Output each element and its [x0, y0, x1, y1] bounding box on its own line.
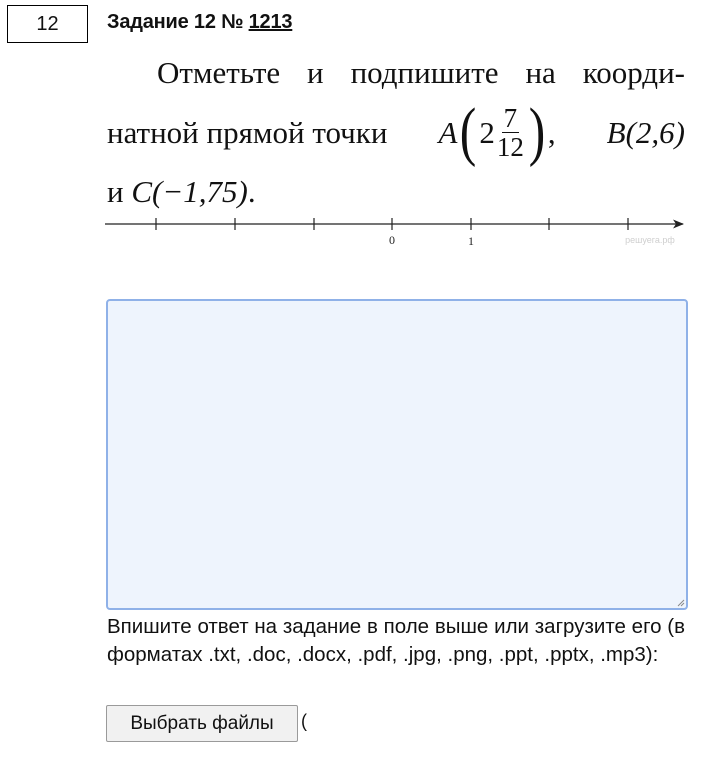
- comma-separator: ,: [547, 114, 556, 150]
- resize-grip-icon[interactable]: [677, 599, 685, 607]
- problem-line-2: [107, 95, 685, 168]
- problem-line-1: Отметьте и подпишите на коорди-: [157, 55, 685, 90]
- point-a-fraction: [497, 104, 524, 161]
- task-title: Задание 12 №: [107, 11, 249, 33]
- left-paren-icon: (: [460, 95, 477, 168]
- file-status-text: (: [301, 711, 307, 731]
- task-header: [107, 11, 292, 34]
- tick-label-one: 1: [468, 234, 474, 248]
- point-a-denominator: 12: [496, 131, 524, 162]
- task-number: 12: [36, 12, 59, 35]
- point-a-expression: [438, 95, 556, 168]
- point-a-label: A: [438, 114, 458, 150]
- point-a-numerator: 7: [503, 102, 518, 133]
- problem-period: .: [247, 174, 256, 209]
- point-c-expression: C(−1,75): [131, 174, 248, 209]
- problem-line-2-text: натной прямой точки: [107, 114, 388, 150]
- point-a-whole: 2: [479, 114, 495, 150]
- number-line: [105, 210, 690, 255]
- problem-conjunction: и: [107, 174, 124, 209]
- task-id-link[interactable]: 1213: [248, 11, 293, 33]
- watermark: решуега.рф: [625, 235, 675, 245]
- problem-statement: [107, 44, 685, 220]
- answer-textarea[interactable]: [106, 299, 688, 610]
- point-b-expression: B(2,6): [606, 114, 685, 150]
- task-number-box: [7, 5, 88, 43]
- choose-files-button[interactable]: Выбрать файлы: [106, 705, 298, 742]
- right-paren-icon: ): [528, 95, 546, 168]
- upload-instructions: Впишите ответ на задание в поле выше или загрузите его (в форматах .txt, .doc, .docx, .pdf, .jpg, .png, .ppt, .pptx, .mp3):: [107, 615, 685, 666]
- tick-label-zero: 0: [389, 233, 395, 247]
